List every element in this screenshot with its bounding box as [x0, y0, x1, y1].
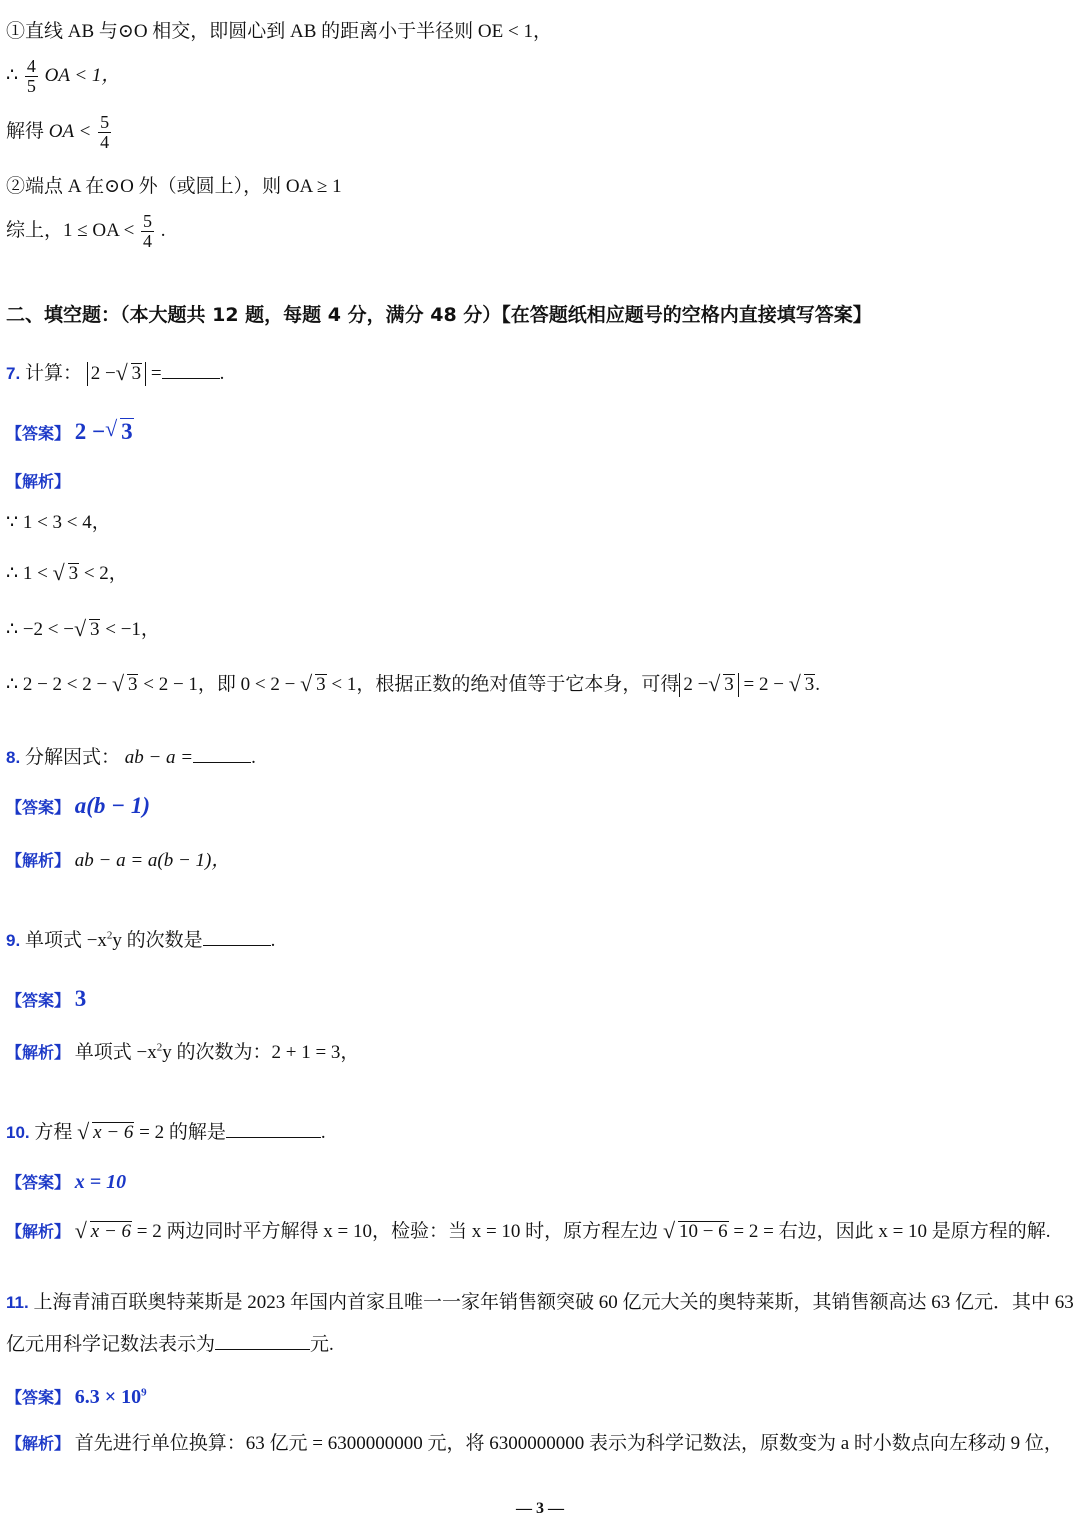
question-11-line1: 11. 上海青浦百联奥特莱斯是 2023 年国内首家且唯一一家年销售额突破 60 亿元大关的奥特莱斯，其销售额高达 63 亿元．其中 63: [6, 1292, 1074, 1313]
analysis-11: 【解析】 首先进行单位换算：63 亿元 = 6300000000 元，将 6300000000 表示为科学记数法，原数变为 a 时小数点向左移动 9 位，: [6, 1433, 1063, 1454]
step-7-2: ∴ 1 < √ 3 < 2，: [6, 562, 128, 586]
line-summary: 综上，1 ≤ OA < $\frac{5}{4}$ .: [6, 211, 166, 251]
line-case1: ①直线 AB 与⊙O 相交，即圆心到 AB 的距离小于半径则 OE < 1，: [6, 21, 552, 42]
step-7-4: ∴ 2 − 2 < 2 − √ 3 < 2 − 1，即 0 < 2 − √ 3 < 1，根据正数的绝对值等于它本身，可得 2 −√ 3 = 2 − √ 3.: [6, 673, 820, 697]
section-heading: 二、填空题：（本大题共 12 题，每题 4 分，满分 48 分）【在答题纸相应题号的空格内直接填写答案】: [6, 304, 872, 326]
answer-blank: [215, 1334, 310, 1350]
answer-11: 【答案】 $6.3 \times 10^9$: [6, 1386, 147, 1408]
answer-9: 【答案】 3: [6, 986, 87, 1011]
fraction: $\frac{5}{4}$: [143, 211, 153, 251]
analysis-10: 【解析】 √ x − 6 = 2 两边同时平方解得 x = 10，检验：当 x = 10 时，原方程左边 √ 10 − 6 = 2 = 右边，因此 x = 10 是原方程的解.: [6, 1220, 1051, 1244]
fraction: $\frac{5}{4}$: [100, 112, 110, 152]
page-number: — 3 —: [516, 1500, 564, 1517]
answer-blank: [203, 930, 271, 946]
answer-8: 【答案】 a(b − 1): [6, 793, 151, 818]
fraction: $\frac{4}{5}$: [26, 56, 36, 96]
question-10: 10. 方程 √ x − 6 = 2 的解是 .: [6, 1121, 326, 1145]
analysis-9: 【解析】 单项式 $-x^2y$ 的次数为：2 + 1 = 3，: [6, 1041, 360, 1063]
answer-blank: [193, 747, 251, 763]
answer-10: 【答案】 x = 10: [6, 1171, 127, 1193]
question-8: 8. 分解因式： ab − a = .: [6, 747, 256, 768]
answer-blank: [226, 1122, 321, 1138]
line-case2: ②端点 A 在⊙O 外（或圆上），则 OA ≥ 1: [6, 176, 342, 197]
answer-7: 【答案】 2 −√ 3: [6, 418, 134, 447]
absolute-value: 2 −√ 3: [87, 362, 146, 386]
line-solve: 解得 OA < $\frac{5}{4}$: [6, 112, 110, 152]
answer-blank: [162, 363, 220, 379]
analysis-label-7: 【解析】: [6, 472, 71, 491]
question-9: 9. 单项式 $-x^2y$ 的次数是 .: [6, 929, 276, 951]
step-7-1: ∵ 1 < 3 < 4，: [6, 512, 111, 533]
line-therefore: ∴ $\frac{4}{5}$ OA < 1，: [6, 56, 121, 96]
step-7-3: ∴ −2 < −√ 3 < −1，: [6, 618, 160, 642]
question-11-line2: 亿元用科学记数法表示为 元.: [6, 1334, 334, 1355]
question-7: 7. 计算： 2 −√ 3 = .: [6, 362, 224, 386]
analysis-8: 【解析】 ab − a = a(b − 1)，: [6, 850, 231, 871]
